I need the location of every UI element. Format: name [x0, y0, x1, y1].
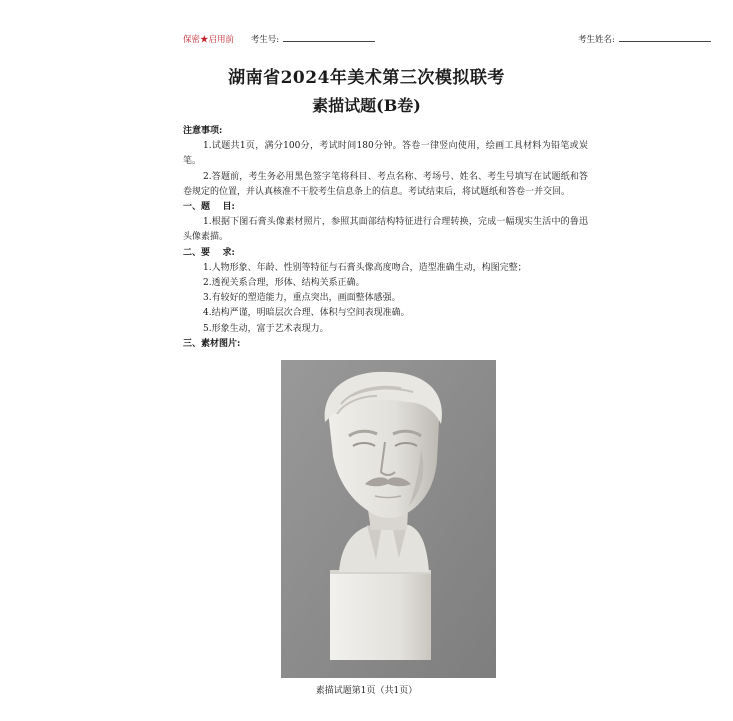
exam-number-field[interactable] [283, 34, 375, 42]
requirement-item: 5.形象生动，富于艺术表现力。 [203, 323, 329, 334]
exam-number-label: 考生号: [250, 35, 280, 45]
candidate-name-field[interactable] [619, 34, 711, 42]
notice-item: 2.答题前，考生务必用黑色签字笔将科目、考点名称、考场号、姓名、考生号填写在试题纸和答卷规定的位置，并认真核准不干胶考生信息条上的信息。考试结束后，将试题纸和答卷一并交回。 [183, 171, 588, 197]
plaster-bust-illustration [281, 360, 496, 678]
requirement-item: 1.人物形象、年龄、性别等特征与石膏头像高度吻合，造型准确生动，构图完整； [203, 262, 527, 273]
exam-title: 湖南省2024年美术第三次模拟联考 [228, 68, 505, 88]
header-line [183, 33, 615, 45]
candidate-name-label: 考生姓名: [578, 35, 615, 45]
confidential-label: 保密★启用前 [183, 35, 235, 45]
requirement-item: 2.透视关系合理，形体、结构关系正确。 [203, 278, 365, 289]
requirements-heading: 二、要 求: [183, 247, 235, 258]
exam-content [183, 124, 588, 352]
requirement-item: 4.结构严谨，明暗层次合理、体积与空间表现准确。 [203, 308, 410, 319]
question-heading: 一、题 目: [183, 202, 235, 213]
exam-subtitle: 素描试题(B卷) [312, 96, 421, 115]
notice-heading: 注意事项: [183, 126, 223, 136]
requirement-item: 3.有较好的塑造能力，重点突出，画面整体感强。 [203, 293, 401, 304]
notice-item: 1.试题共1页，满分100分，考试时间180分钟。答卷一律竖向使用，绘画工具材料为铅笔或炭笔。 [183, 141, 588, 167]
pedestal-shape [330, 570, 431, 660]
plaster-bust-photo [281, 360, 496, 678]
page-footer: 素描试题第1页（共1页） [315, 686, 418, 696]
question-text: 1.根据下图石膏头像素材照片，参照其面部结构特征进行合理转换，完成一幅现实生活中的鲁迅头像素描。 [183, 217, 588, 243]
material-heading: 三、素材图片: [183, 338, 241, 349]
